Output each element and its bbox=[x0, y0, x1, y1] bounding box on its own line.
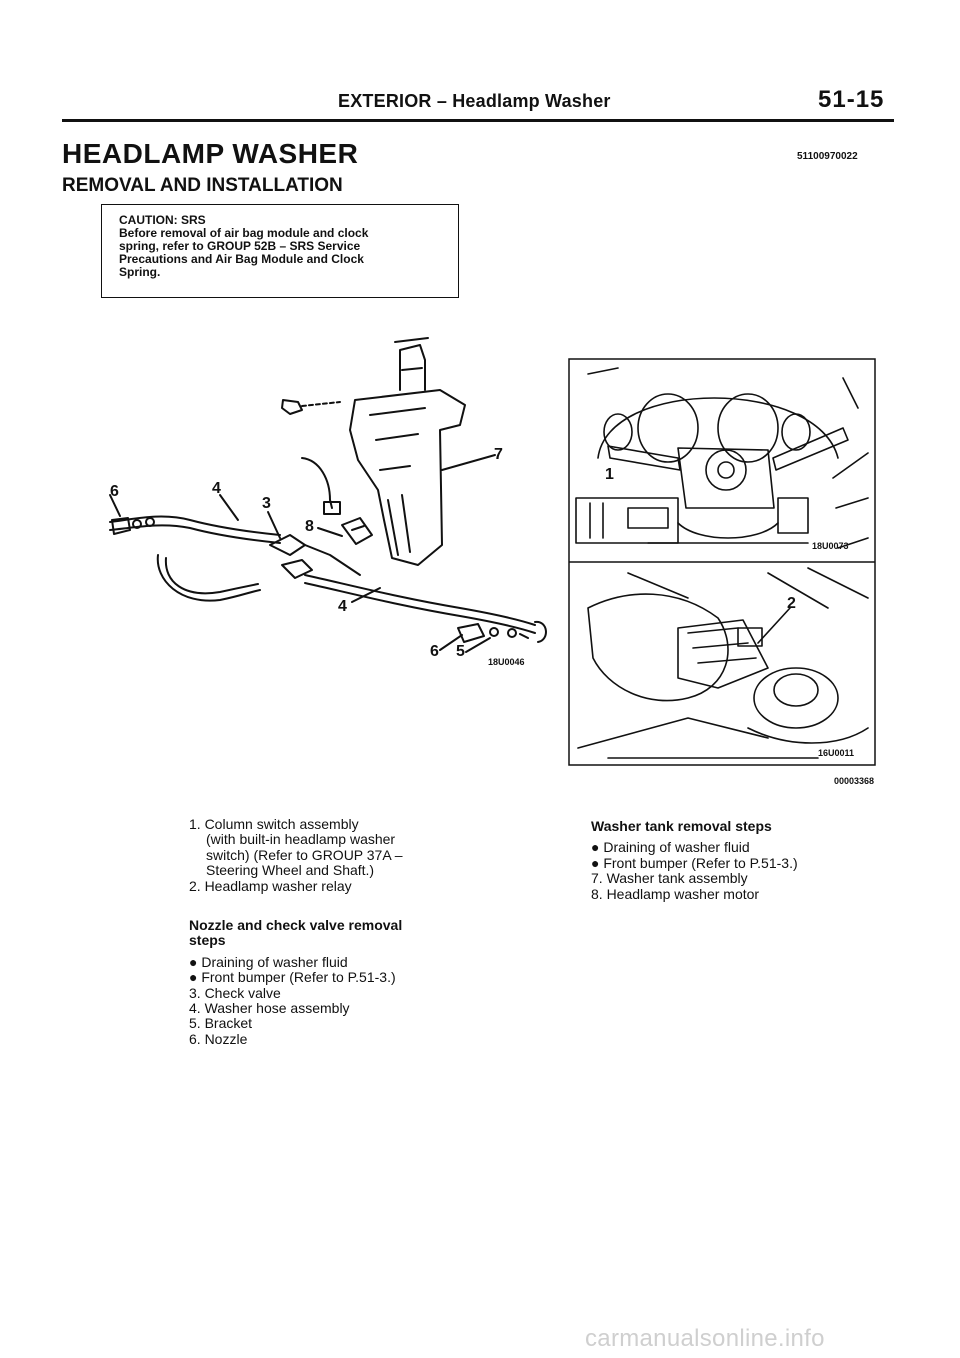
figure-code: 16U0011 bbox=[818, 748, 855, 758]
list-item: (with built-in headlamp washer bbox=[206, 831, 396, 848]
callout-7: 7 bbox=[494, 446, 503, 463]
list-item: 5. Bracket bbox=[189, 1015, 253, 1032]
callout-5: 5 bbox=[456, 643, 465, 660]
callout-6: 6 bbox=[110, 483, 119, 500]
list-item: 2. Headlamp washer relay bbox=[189, 877, 352, 894]
subsection-title: REMOVAL AND INSTALLATION bbox=[62, 175, 343, 196]
washer-assembly-illustration bbox=[80, 330, 570, 670]
list-item: Steering Wheel and Shaft.) bbox=[206, 862, 375, 879]
list-item: 6. Nozzle bbox=[189, 1030, 248, 1047]
header-rule bbox=[62, 119, 894, 122]
caution-title: CAUTION: SRS bbox=[119, 213, 206, 227]
component-list bbox=[189, 817, 403, 894]
callout-8: 8 bbox=[305, 518, 314, 535]
callout-1: 1 bbox=[605, 466, 614, 483]
caution-box bbox=[101, 204, 459, 298]
nozzle-steps-heading: steps bbox=[189, 932, 226, 949]
callout-2: 2 bbox=[787, 595, 796, 612]
tank-steps-section bbox=[591, 819, 798, 902]
figure-code: 18U0073 bbox=[812, 541, 849, 551]
list-item: switch) (Refer to GROUP 37A – bbox=[206, 846, 403, 863]
section-code: 51100970022 bbox=[797, 151, 858, 162]
list-item: ● Front bumper (Refer to P.51-3.) bbox=[591, 854, 798, 871]
callout-6: 6 bbox=[430, 643, 439, 660]
caution-line: Before removal of air bag module and clock bbox=[119, 226, 369, 240]
list-item: 7. Washer tank assembly bbox=[591, 870, 748, 887]
figure-code: 18U0046 bbox=[488, 657, 525, 667]
callout-3: 3 bbox=[262, 495, 271, 512]
caution-line: Spring. bbox=[119, 265, 161, 279]
list-item: 3. Check valve bbox=[189, 984, 281, 1001]
list-item: ● Front bumper (Refer to P.51-3.) bbox=[189, 969, 396, 986]
column-switch-and-relay-illustration bbox=[568, 358, 878, 768]
watermark: carmanualsonline.info bbox=[585, 1325, 825, 1352]
caution-line: spring, refer to GROUP 52B – SRS Service bbox=[119, 239, 361, 253]
list-item: 4. Washer hose assembly bbox=[189, 1000, 350, 1017]
caution-line: Precautions and Air Bag Module and Clock bbox=[119, 252, 364, 266]
running-header: EXTERIOR – Headlamp Washer bbox=[338, 91, 611, 111]
list-item: ● Draining of washer fluid bbox=[591, 839, 750, 856]
nozzle-steps-section bbox=[189, 918, 402, 1047]
callout-4: 4 bbox=[338, 598, 347, 615]
list-item: 1. Column switch assembly bbox=[189, 816, 359, 832]
nozzle-steps-heading: Nozzle and check valve removal bbox=[189, 917, 403, 933]
section-title: HEADLAMP WASHER bbox=[62, 138, 359, 169]
callout-4: 4 bbox=[212, 480, 221, 497]
page-number: 51-15 bbox=[818, 86, 885, 113]
list-item: ● Draining of washer fluid bbox=[189, 953, 348, 970]
list-item: 8. Headlamp washer motor bbox=[591, 885, 760, 902]
tank-steps-heading: Washer tank removal steps bbox=[591, 818, 772, 834]
figure-code: 00003368 bbox=[834, 776, 875, 786]
